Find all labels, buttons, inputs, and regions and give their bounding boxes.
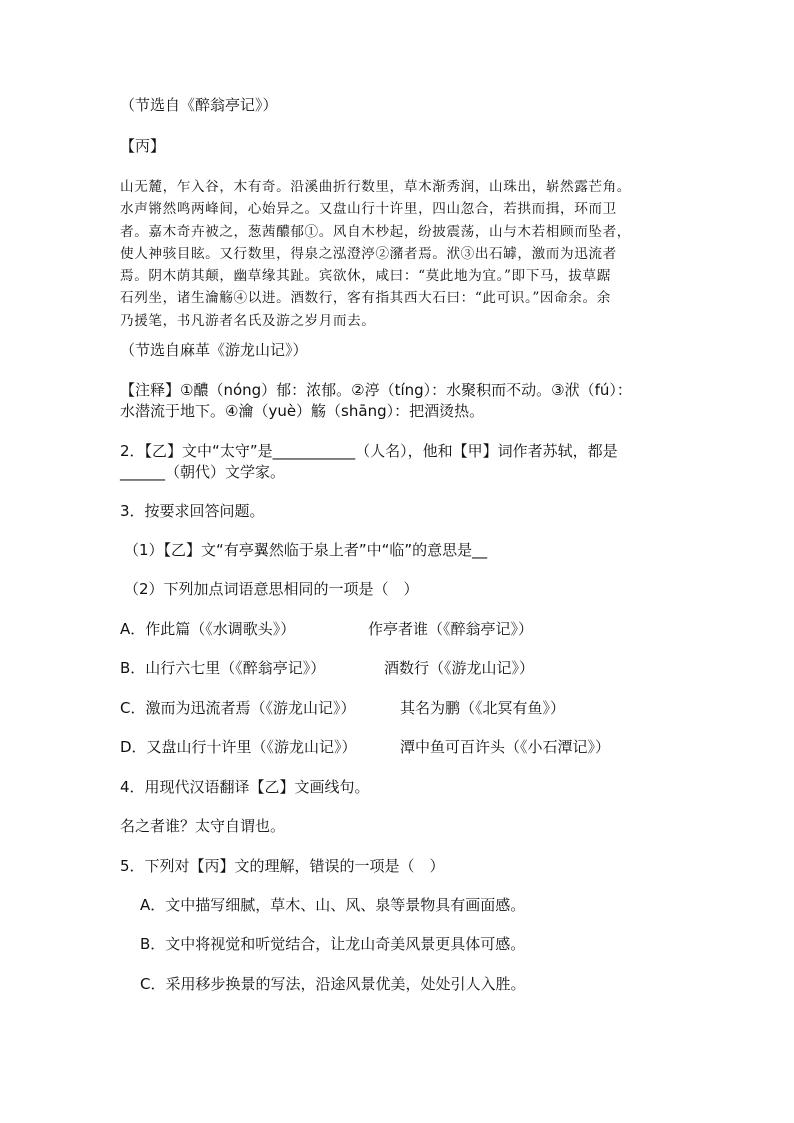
passage-line: 水声锵然鸣两峰间，心始异之。又盘山行十许里，四山忽合，若拱而揖，环而卫 [120,201,617,218]
passage-line: 焉。阴木荫其颠，幽草缘其趾。宾欲休，咸曰：“莫此地为宜。”即下马，拔草踞 [120,268,611,285]
question-5: 5．下列对【丙】文的理解，错误的一项是（ ） [120,857,445,875]
passage-line: 乃援笔，书凡游者名氏及游之岁月而去。 [120,312,376,329]
option-b-right: 酒数行（《游龙山记》） [384,659,535,677]
question-5-option-b: B．文中将视觉和听觉结合，让龙山奇美风景更具体可感。 [140,935,526,953]
passage-line: 使人神骇目眩。又行数里，得泉之泓澄渟②瀦者焉。洑③出石罅，激而为迅流者 [120,245,617,262]
question-4-sentence: 名之者谁？太守自谓也。 [120,817,286,835]
passage-line: 石列坐，诸生瀹觞④以进。酒数行，客有指其西大石曰：“此可识。”因命余。余 [120,290,611,307]
option-a [120,619,295,639]
passage-bing [120,176,680,332]
passage-line: 山无麓，乍入谷，木有奇。沿溪曲折行数里，草木渐秀润，山珠出，崭然露芒角。 [120,179,631,195]
option-c-left: C．激而为迅流者焉（《游龙山记》） [120,699,356,717]
notes-line-2: 水潜流于地下。④瀹（yuè）觞（shāng）：把酒烫热。 [120,402,485,420]
option-d-left: D．又盘山行十许里（《游龙山记》） [120,738,357,756]
passage-line: 者。嘉木奇卉被之，葱茜醲郁①。风自木杪起，纷披震荡，山与木若相顾而坠者， [120,223,631,240]
question-3: 3．按要求回答问题。 [120,502,265,520]
question-2-line-1: 2．【乙】文中“太守”是___________（人名），他和【甲】词作者苏轼，都是 [120,442,618,460]
option-a-right: 作亭者谁（《醉翁亭记》） [368,620,534,638]
question-3-1: （1）【乙】文“有亭翼然临于泉上者”中“临”的意思是__ [124,541,488,559]
option-c-right: 其名为鹏（《北冥有鱼》） [400,699,566,717]
question-2-line-2: ______（朝代）文学家。 [120,463,286,481]
notes-line-1: 【注释】①醲（nóng）郁：浓郁。②渟（tíng）：水聚积而不动。③洑（fú）： [120,381,632,399]
source-bing: （节选自麻革《游龙山记》） [120,341,308,359]
option-c [120,698,355,718]
question-5-option-c: C．采用移步换景的写法，沿途风景优美，处处引人入胜。 [140,975,526,993]
question-5-option-a: A．文中描写细腻，草木、山、风、泉等景物具有画面感。 [140,896,526,914]
source-jia: （节选自《醉翁亭记》） [120,96,278,114]
heading-bing: 【丙】 [120,137,166,155]
option-b [120,658,325,678]
option-d-right: 潭中鱼可百许头（《小石潭记》） [400,738,611,756]
option-a-left: A．作此篇（《水调歌头》） [120,620,296,638]
question-3-2: （2）下列加点词语意思相同的一项是（ ） [124,580,419,598]
option-b-left: B．山行六七里（《醉翁亭记》） [120,659,326,677]
question-4: 4．用现代汉语翻译【乙】文画线句。 [120,778,370,796]
option-d [120,737,357,757]
